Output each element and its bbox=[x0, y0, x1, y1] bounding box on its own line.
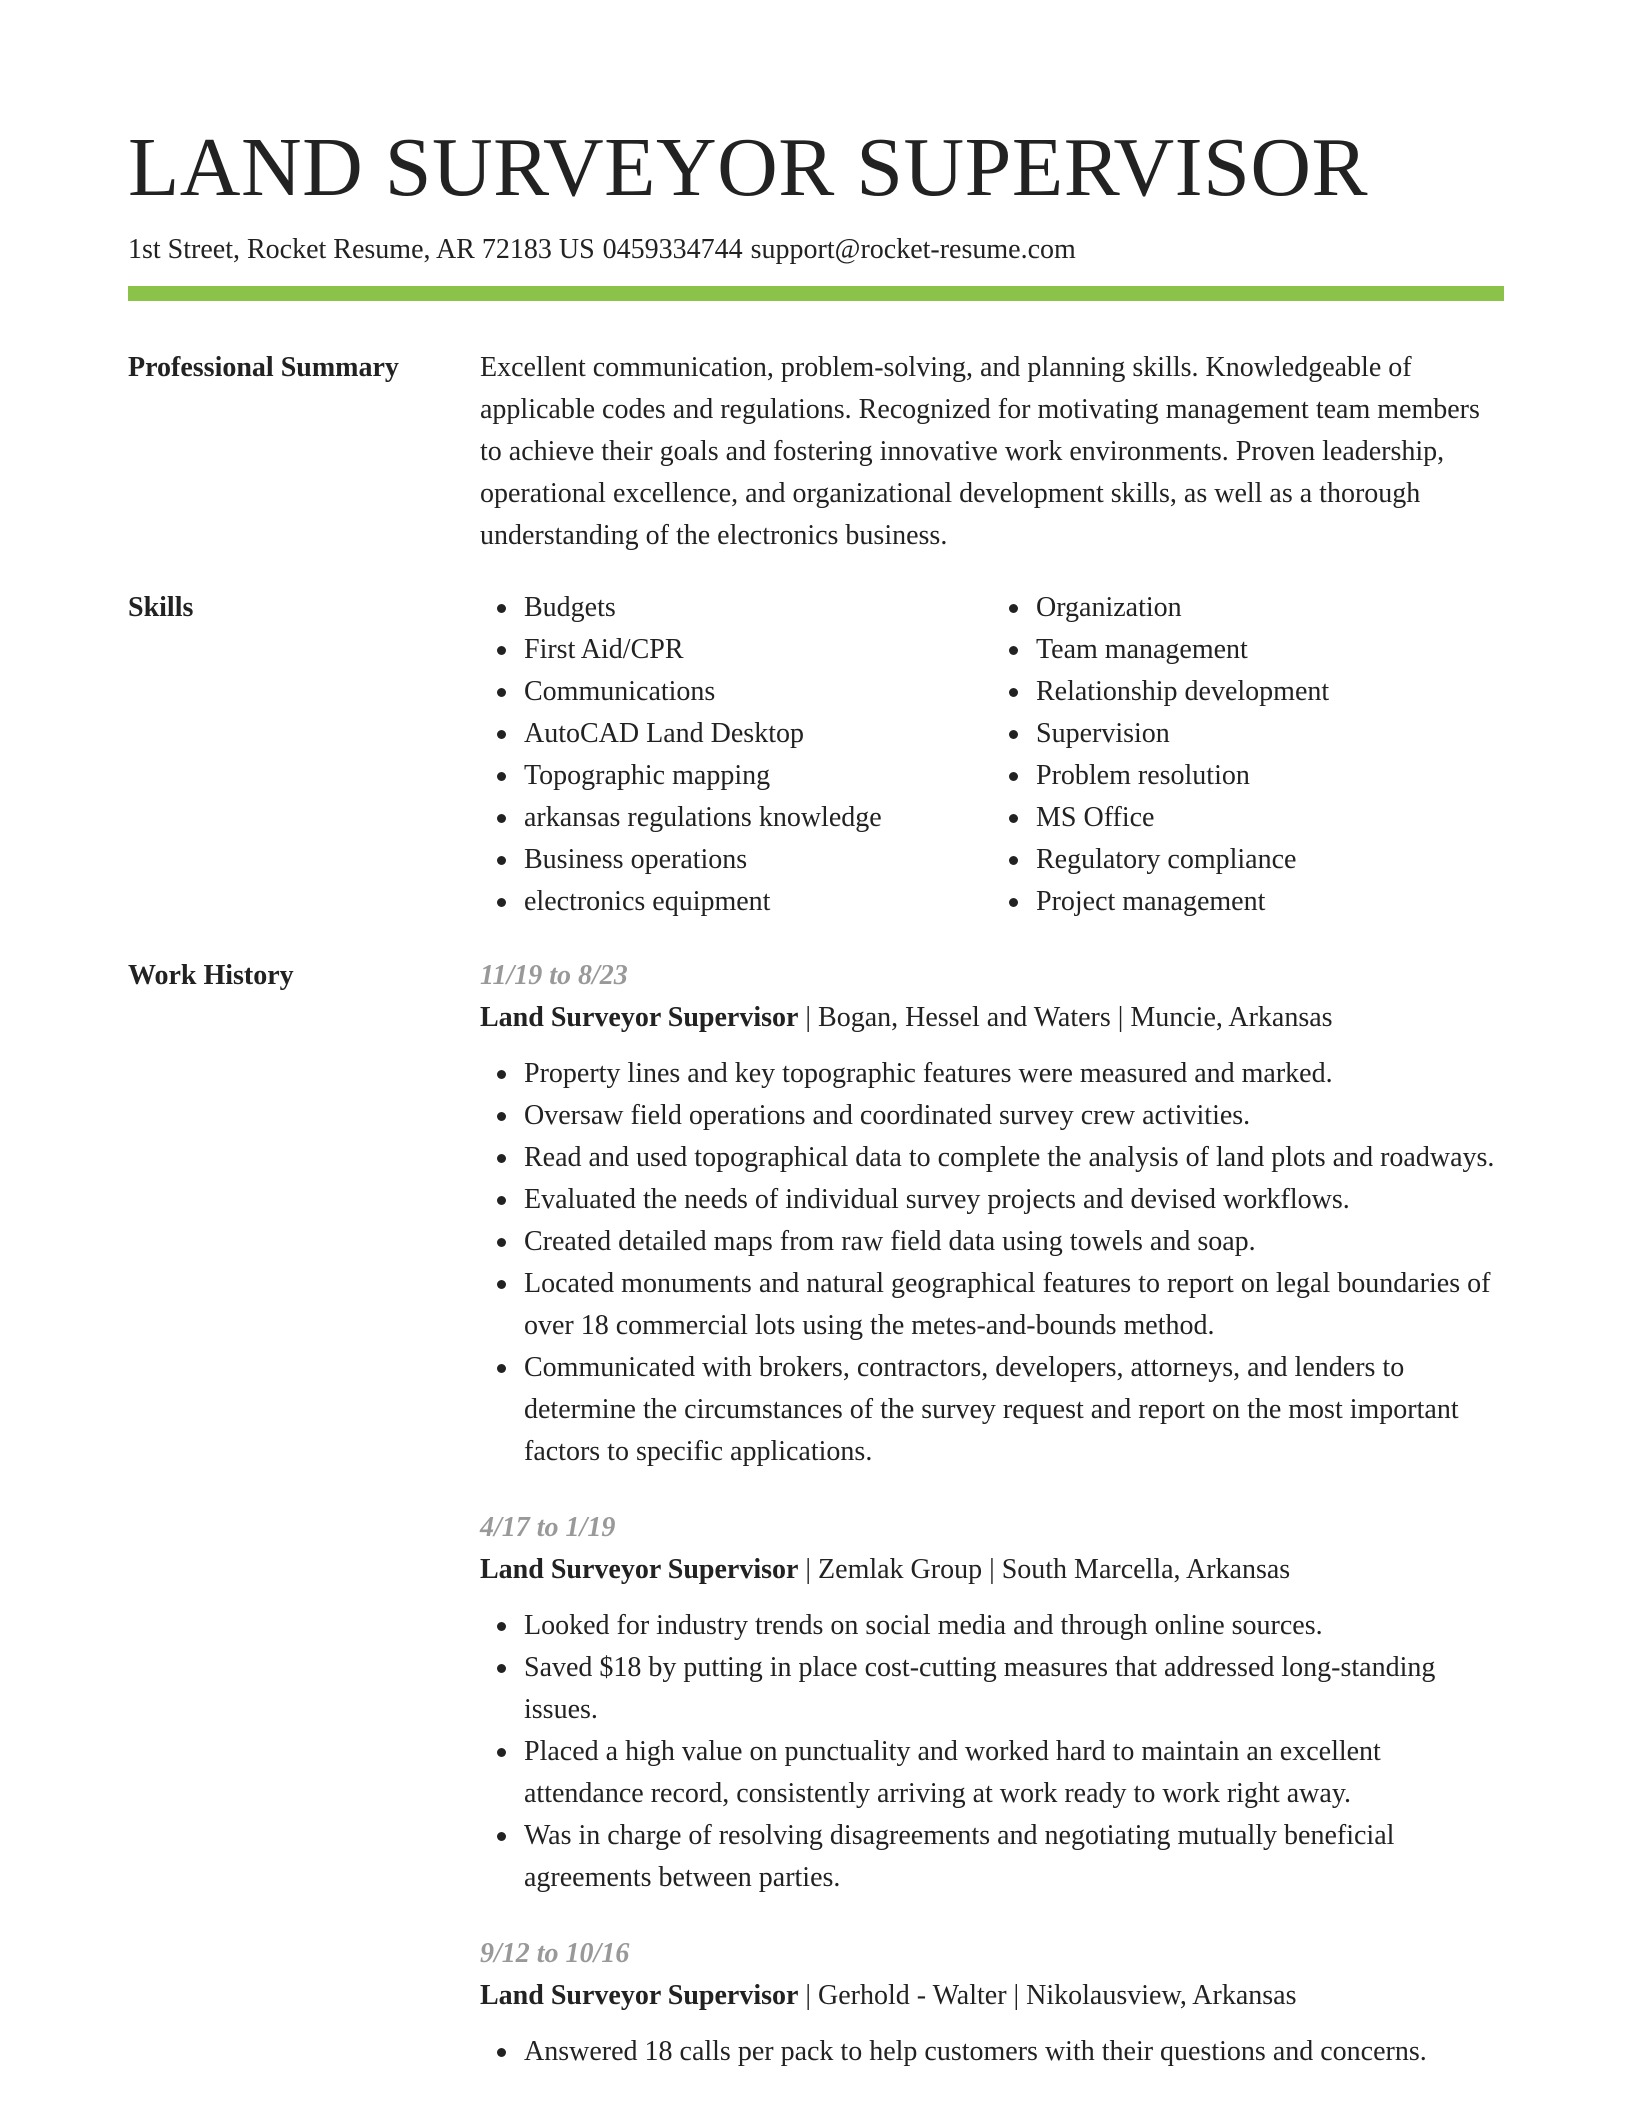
contact-line bbox=[128, 232, 1076, 268]
job-bullet: Evaluated the needs of individual survey projects and devised workflows. bbox=[524, 1179, 1504, 1221]
job-bullet: Saved $18 by putting in place cost-cutting measures that addressed long-standing issues. bbox=[524, 1647, 1504, 1731]
job-bullets bbox=[480, 1053, 1504, 1473]
job-dates: 9/12 to 10/16 bbox=[480, 1938, 630, 1969]
summary-text: Excellent communication, problem-solving, and planning skills. Knowledgeable of applicable codes and regulations. Recognized for motivating management team members to achieve their goals and fostering innovative work environments. Proven leadership, operational excellence, and organizational development skills, as well as a thorough understanding of the electronics business. bbox=[480, 352, 1480, 551]
skills-columns bbox=[480, 587, 1504, 923]
skill-item: MS Office bbox=[1036, 797, 1504, 839]
job-heading bbox=[480, 1975, 1504, 2017]
job-location: Nikolausview, Arkansas bbox=[1026, 1980, 1297, 2011]
job-company: Zemlak Group bbox=[818, 1554, 983, 1585]
job-separator: | bbox=[1006, 1980, 1027, 2011]
job-bullets bbox=[480, 2031, 1504, 2073]
job-separator: | bbox=[1110, 1002, 1131, 1033]
job-bullet: Property lines and key topographic features were measured and marked. bbox=[524, 1053, 1504, 1095]
job-bullets bbox=[480, 1605, 1504, 1899]
job-bullet: Read and used topographical data to complete the analysis of land plots and roadways. bbox=[524, 1137, 1504, 1179]
job-separator: | bbox=[798, 1002, 819, 1033]
job-title: Land Surveyor Supervisor bbox=[480, 1554, 799, 1585]
job-company: Bogan, Hessel and Waters bbox=[818, 1002, 1111, 1033]
job-bullet: Created detailed maps from raw field data using towels and soap. bbox=[524, 1221, 1504, 1263]
skill-item: Business operations bbox=[524, 839, 992, 881]
skill-item: Communications bbox=[524, 671, 992, 713]
job-location: South Marcella, Arkansas bbox=[1001, 1554, 1291, 1585]
skill-item: Budgets bbox=[524, 587, 992, 629]
job-bullet: Looked for industry trends on social media and through online sources. bbox=[524, 1605, 1504, 1647]
job-bullet: Oversaw field operations and coordinated survey crew activities. bbox=[524, 1095, 1504, 1137]
job-bullet: Located monuments and natural geographical features to report on legal boundaries of over 18 commercial lots using the metes-and-bounds method. bbox=[524, 1263, 1504, 1347]
contact-email: support@rocket-resume.com bbox=[750, 234, 1076, 265]
job-dates: 11/19 to 8/23 bbox=[480, 960, 628, 991]
job-location: Muncie, Arkansas bbox=[1130, 1002, 1333, 1033]
job-bullet: Was in charge of resolving disagreements and negotiating mutually beneficial agreements between parties. bbox=[524, 1815, 1504, 1899]
job-bullet: Answered 18 calls per pack to help customers with their questions and concerns. bbox=[524, 2031, 1504, 2073]
summary-body bbox=[480, 347, 1504, 557]
contact-phone: 0459334744 bbox=[602, 234, 743, 265]
skills-list-left bbox=[480, 587, 992, 923]
job-company: Gerhold - Walter bbox=[818, 1980, 1007, 2011]
header-divider bbox=[128, 286, 1504, 301]
job-entry bbox=[480, 1933, 1504, 2073]
job-title: Land Surveyor Supervisor bbox=[480, 1980, 799, 2011]
job-dates: 4/17 to 1/19 bbox=[480, 1512, 616, 1543]
skill-item: arkansas regulations knowledge bbox=[524, 797, 992, 839]
job-separator: | bbox=[798, 1554, 819, 1585]
skill-item: Relationship development bbox=[1036, 671, 1504, 713]
skills-heading: Skills bbox=[128, 592, 194, 623]
skill-item: AutoCAD Land Desktop bbox=[524, 713, 992, 755]
contact-address: 1st Street, Rocket Resume, AR 72183 US bbox=[128, 234, 595, 265]
skill-item: Organization bbox=[1036, 587, 1504, 629]
job-entry bbox=[480, 1507, 1504, 1899]
skill-item: Regulatory compliance bbox=[1036, 839, 1504, 881]
job-heading bbox=[480, 997, 1504, 1039]
skills-body bbox=[480, 587, 1504, 923]
skill-item: Problem resolution bbox=[1036, 755, 1504, 797]
skill-item: Supervision bbox=[1036, 713, 1504, 755]
skill-item: Project management bbox=[1036, 881, 1504, 923]
skill-item: electronics equipment bbox=[524, 881, 992, 923]
job-heading bbox=[480, 1549, 1504, 1591]
skill-item: First Aid/CPR bbox=[524, 629, 992, 671]
job-entry bbox=[480, 955, 1504, 1473]
work-history-body bbox=[480, 955, 1504, 2107]
job-bullet: Placed a high value on punctuality and worked hard to maintain an excellent attendance record, consistently arriving at work ready to work right away. bbox=[524, 1731, 1504, 1815]
job-title: Land Surveyor Supervisor bbox=[480, 1002, 799, 1033]
job-separator: | bbox=[982, 1554, 1002, 1585]
summary-heading: Professional Summary bbox=[128, 352, 399, 383]
job-separator: | bbox=[798, 1980, 819, 2011]
skill-item: Team management bbox=[1036, 629, 1504, 671]
job-bullet: Communicated with brokers, contractors, developers, attorneys, and lenders to determine the circumstances of the survey request and report on the most important factors to specific applications. bbox=[524, 1347, 1504, 1473]
skills-list-right bbox=[992, 587, 1504, 923]
candidate-name: LAND SURVEYOR SUPERVISOR bbox=[128, 121, 1369, 214]
work-history-heading: Work History bbox=[128, 960, 294, 991]
skill-item: Topographic mapping bbox=[524, 755, 992, 797]
